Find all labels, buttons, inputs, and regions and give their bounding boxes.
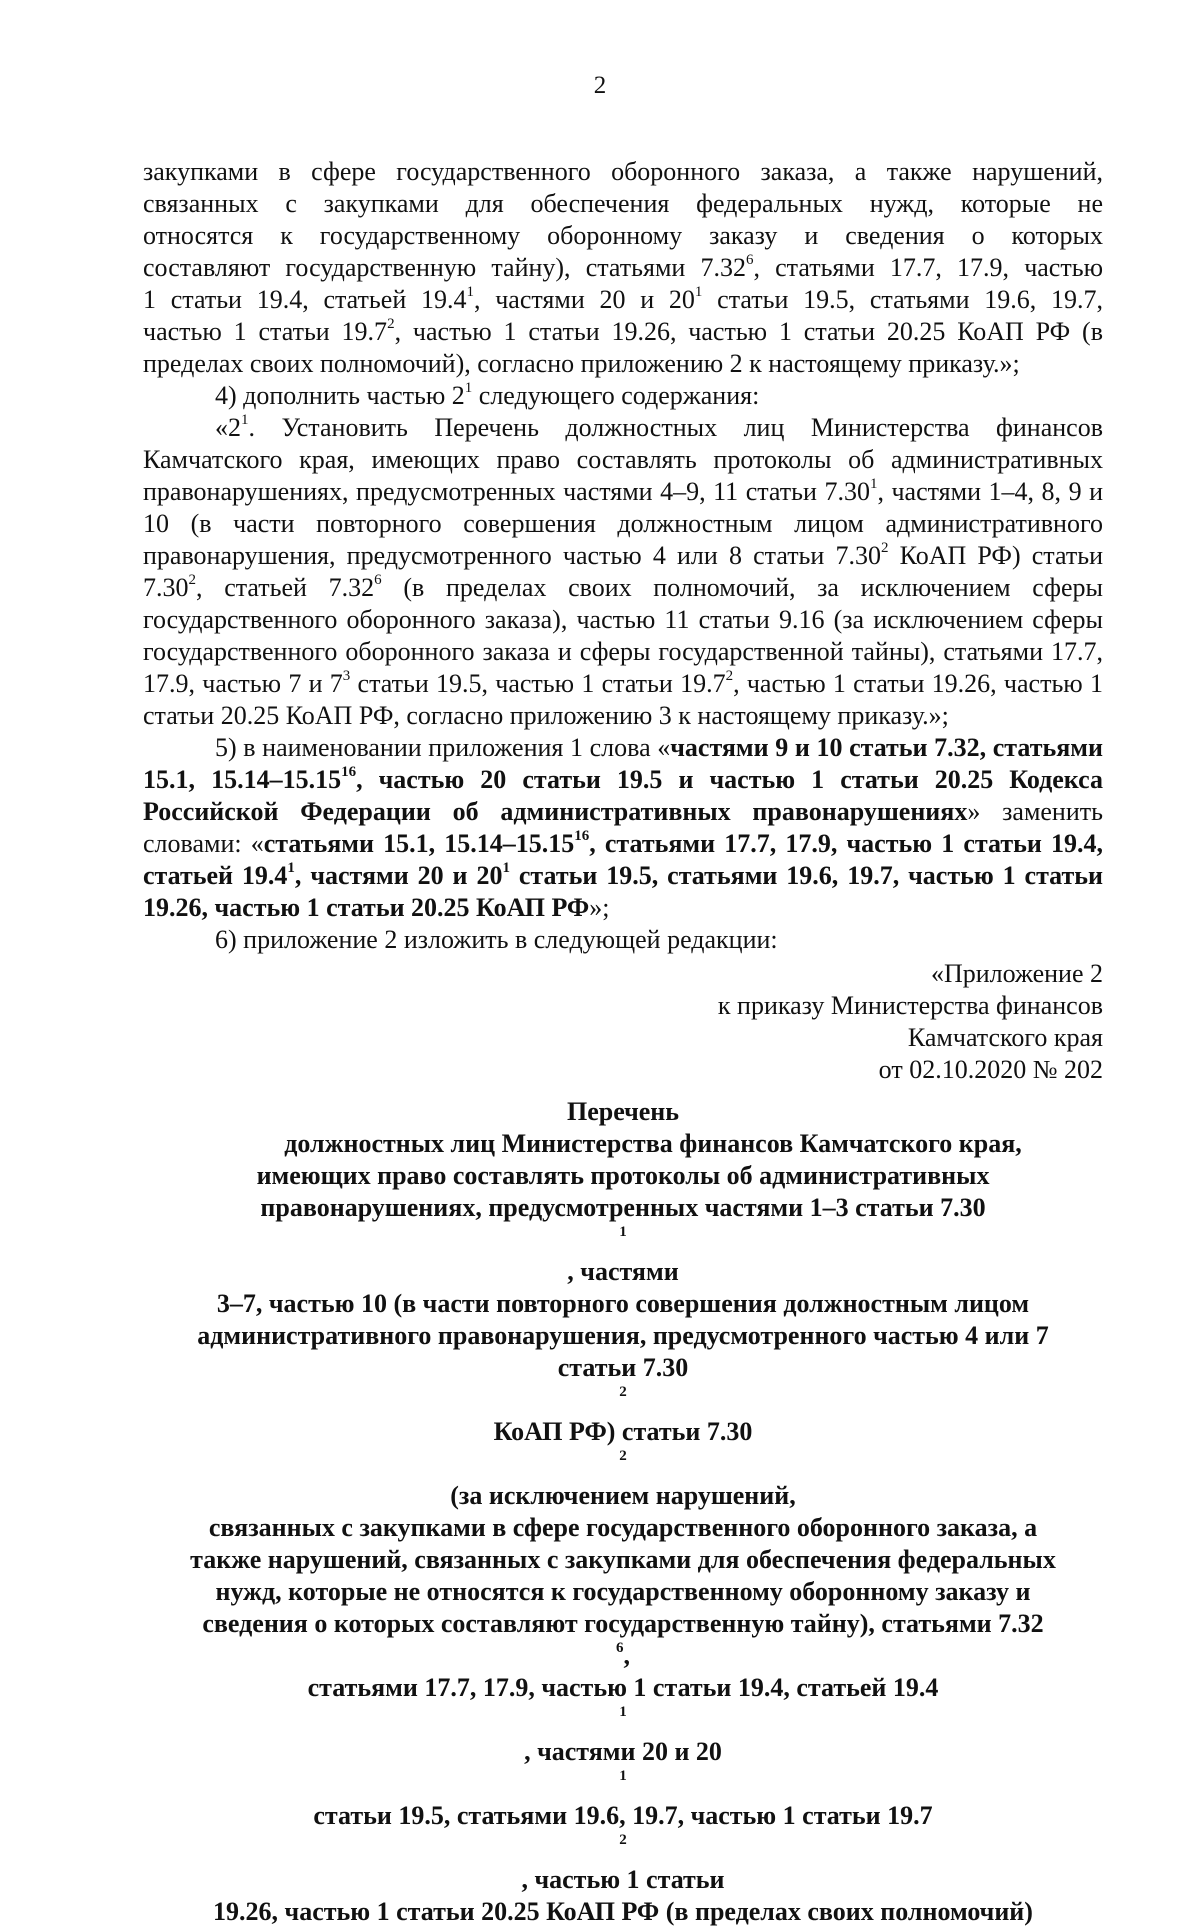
- title-line-2: имеющих право составлять протоколы об административных: [256, 1161, 990, 1190]
- title-line-12: статьи 19.5, статьями 19.6, 19.7, частью 1 статьи 19.7 $^2$ , частью 1 статьи: [313, 1801, 933, 1894]
- page-number: 2: [593, 72, 607, 99]
- title-line-5: административного правонарушения, предусмотренного частью 4 или 7: [197, 1321, 1049, 1350]
- appendix-title: [143, 1096, 1103, 1928]
- title-line-1: должностных лиц Министерства финансов Камчатского края,: [284, 1129, 1022, 1158]
- continuation-line-5: 1 статьи 19.4, статьей 19.4$^1$, частями 20 и $20^1$ статьи 19.5, статьями 19.6, 19.7,: [143, 284, 1104, 314]
- title-heading: Перечень: [566, 1097, 680, 1126]
- title-line-13: 19.26, частью 1 статьи 20.25 КоАП РФ (в пределах своих полномочий): [213, 1897, 1033, 1926]
- continuation-line-1: закупками в сфере государственного оборонного заказа, а также нарушений,: [143, 157, 1103, 186]
- appendix-order-date: от 02.10.2020 № 202: [878, 1055, 1103, 1084]
- title-line-4: 3–7, частью 10 (в части повторного совершения должностным лицом: [216, 1289, 1030, 1318]
- continuation-line-2: связанных с закупками для обеспечения федеральных нужд, которые не: [143, 189, 1103, 218]
- title-line-8: также нарушений, связанных с закупками для обеспечения федеральных: [190, 1545, 1056, 1574]
- title-line-11: статьями 17.7, 17.9, частью 1 статьи 19.4, статьей 19.4 $^1$ , частями 20 и 20 $^1$: [307, 1673, 939, 1785]
- title-line-10: сведения о которых составляют государственную тайну), статьями 7.32 $^6$,: [202, 1609, 1044, 1670]
- appendix-order-ref: к приказу Министерства финансов: [717, 991, 1103, 1020]
- item-4: 4) дополнить частью $2^1$ следующего содержания:: [215, 380, 760, 410]
- item-5: 5) в наименовании приложения 1 слова «частями 9 и 10 статьи 7.32, статьями 15.1, 15.14–15.15$^{16}$, частью 20 статьи 19.5 и частью 1 статьи 20.25 Кодекса Российской Федерации об административных правонарушениях» заменить словами: «статьями 15.1, 15.14–15.15$^{16}$, статьями 17.7, 17.9, частью 1 статьи 19.4, статьей 19.4$^1$, частями 20 и $20^1$ статьи 19.5, статьями 19.6, 19.7, частью 1 статьи 19.26, частью 1 статьи 20.25 КоАП РФ»;: [143, 733, 1104, 922]
- document-body: [143, 156, 1103, 1928]
- continuation-line-3: относятся к государственному оборонному заказу и сведения о которых: [143, 221, 1103, 250]
- title-line-6: статьи 7.30 $^2$ КоАП РФ) статьи 7.30 $^2$ (за исключением нарушений,: [450, 1353, 796, 1510]
- continuation-line-7: пределах своих полномочий), согласно приложению 2 к настоящему приказу.»;: [143, 349, 1020, 378]
- appendix-approval-block: [143, 958, 1103, 1086]
- title-line-7: связанных с закупками в сфере государственного оборонного заказа, а: [208, 1513, 1038, 1542]
- clause-2-1: «$2^1$. Установить Перечень должностных лиц Министерства финансов Камчатского края, имеющих право составлять протоколы об административных правонарушениях, предусмотренных частями 4–9, 11 статьи 7.30$^1$, частями 1–4, 8, 9 и 10 (в части повторного совершения должностным лицом административного правонарушения, предусмотренного частью 4 или 8 статьи 7.30$^2$ КоАП РФ) статьи 7.30$^2$, статьей 7.32$^6$ (в пределах своих полномочий, за исключением сферы государственного оборонного заказа), частью 11 статьи 9.16 (за исключением сферы государственного оборонного заказа и сферы государственной тайны), статьями 17.7, 17.9, частью 7 и $7^3$ статьи 19.5, частью 1 статьи 19.7$^2$, частью 1 статьи 19.26, частью 1 статьи 20.25 КоАП РФ, согласно приложению 3 к настоящему приказу.»;: [143, 412, 1104, 730]
- continuation-line-6: частью 1 статьи 19.7$^2$, частью 1 статьи 19.26, частью 1 статьи 20.25 КоАП РФ (в: [143, 316, 1103, 346]
- title-line-9: нужд, которые не относятся к государственному оборонному заказу и: [215, 1577, 1031, 1606]
- continuation-line-4: составляют государственную тайну), статьями 7.32$^6$, статьями 17.7, 17.9, частью: [143, 252, 1103, 282]
- appendix-label: «Приложение 2: [930, 959, 1103, 988]
- appendix-region: Камчатского края: [907, 1023, 1103, 1052]
- title-line-3: правонарушениях, предусмотренных частями 1–3 статьи 7.30 $^1$ , частями: [260, 1193, 986, 1286]
- item-6: 6) приложение 2 изложить в следующей редакции:: [215, 925, 778, 954]
